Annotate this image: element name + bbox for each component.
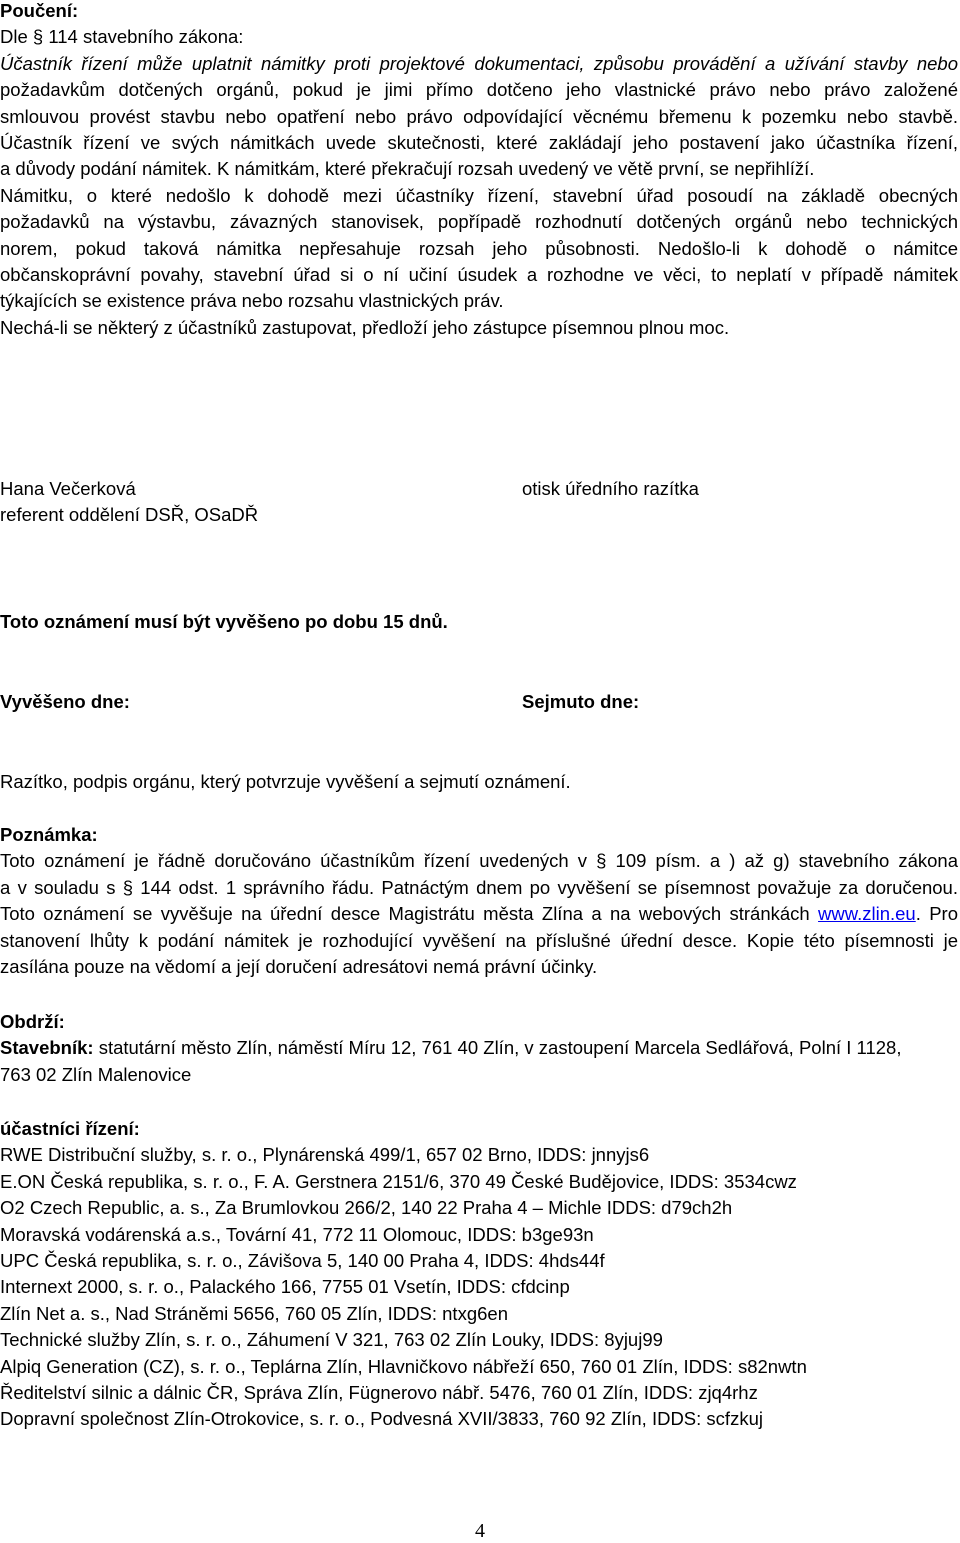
participant-item: Ředitelství silnic a dálnic ČR, Správa Zlín, Fügnerovo nábř. 5476, 760 01 Zlín, IDDS: zjq4rhz — [0, 1382, 758, 1404]
pouceni-line: požadavků na výstavbu, závazných stanovisek, popřípadě rozhodnutí dotčených orgánů nebo technických — [0, 211, 958, 233]
signer-role: referent oddělení DSŘ, OSaDŘ — [0, 504, 259, 526]
pouceni-line: Dle § 114 stavebního zákona: — [0, 26, 244, 48]
pouceni-line: občanskoprávní povahy, stavební úřad si o ní učiní úsudek a rozhodne ve věci, to neplatí v případě námitek — [0, 264, 958, 286]
participant-item: Dopravní společnost Zlín-Otrokovice, s. r. o., Podvesná XVII/3833, 760 92 Zlín, IDDS: scfzkuj — [0, 1408, 763, 1430]
participant-item: O2 Czech Republic, a. s., Za Brumlovkou 266/2, 140 22 Praha 4 – Michle IDDS: d79ch2h — [0, 1197, 733, 1219]
pouceni-line: týkajících se existence práva nebo rozsahu vlastnických práv. — [0, 290, 504, 312]
poznamka-line: a v souladu s § 144 odst. 1 správního řádu. Patnáctým dnem po vyvěšení se písemnost považuje za doručenou. — [0, 876, 958, 898]
poznamka-line: Toto oznámení se vyvěšuje na úřední desce Magistrátu města Zlína a na webových stránkách www.zlin.eu. Pro — [0, 903, 958, 925]
page-number: 4 — [475, 1520, 485, 1542]
pouceni-line: smlouvou provést stavbu nebo opatření nebo právo odpovídající věcnému břemenu k pozemku nebo stavbě. — [0, 105, 958, 127]
stamp-label: otisk úředního razítka — [522, 478, 699, 499]
participant-item: Technické služby Zlín, s. r. o., Záhumení V 321, 763 02 Zlín Louky, IDDS: 8yjuj99 — [0, 1329, 663, 1351]
pouceni-line: a důvody podání námitek. K námitkám, které překračují rozsah uvedený ve větě první, se nepřihlíží. — [0, 158, 815, 180]
stamp-note: Razítko, podpis orgánu, který potvrzuje vyvěšení a sejmutí oznámení. — [0, 771, 571, 792]
participant-item: Moravská vodárenská a.s., Tovární 41, 772 11 Olomouc, IDDS: b3ge93n — [0, 1223, 594, 1245]
pouceni-line: požadavkům dotčených orgánů, pokud je jimi přímo dotčeno jeho vlastnické právo nebo právo založené — [0, 79, 958, 101]
removed-date-label: Sejmuto dne: — [522, 691, 640, 712]
participant-item: Internext 2000, s. r. o., Palackého 166, 7755 01 Vsetín, IDDS: cfdcinp — [0, 1276, 570, 1298]
ucastnici-section — [0, 1116, 958, 1433]
ucastnici-heading: účastníci řízení: — [0, 1118, 140, 1139]
posted-date-label: Vyvěšeno dne: — [0, 691, 130, 712]
participant-item: Zlín Net a. s., Nad Stráněmi 5656, 760 05 Zlín, IDDS: ntxg6en — [0, 1302, 508, 1324]
obdrzi-section — [0, 1009, 958, 1088]
poznamka-line: stanovení lhůty k podání námitek je rozhodující vyvěšení na příslušné úřední desce. Kopie této písemnosti je — [0, 929, 958, 951]
stavebnik-label: Stavebník: — [0, 1037, 94, 1059]
poznamka-section — [0, 822, 958, 980]
stamp-placeholder — [522, 476, 952, 502]
pouceni-line: Účastník řízení může uplatnit námitky proti projektové dokumentaci, způsobu provádění a užívání stavby nebo — [0, 52, 958, 74]
pouceni-section — [0, 0, 958, 341]
zlin-website-link[interactable]: www.zlin.eu — [818, 903, 916, 925]
obdrzi-heading: Obdrží: — [0, 1011, 65, 1032]
pouceni-line: norem, pokud taková námitka nepřesahuje rozsah jeho působnosti. Nedošlo-li k dohodě o námitce — [0, 237, 958, 259]
participant-item: UPC Česká republika, s. r. o., Závišova 5, 140 00 Praha 4, IDDS: 4hds44f — [0, 1250, 605, 1272]
pouceni-line: Účastník řízení ve svých námitkách uvede skutečnosti, které zakládají jeho postavení jako účastníka řízení, — [0, 132, 958, 154]
participant-item: RWE Distribuční služby, s. r. o., Plynárenská 499/1, 657 02 Brno, IDDS: jnnyjs6 — [0, 1144, 650, 1166]
poznamka-heading: Poznámka: — [0, 824, 98, 845]
pouceni-line: Nechá-li se některý z účastníků zastupovat, předloží jeho zástupce písemnou plnou moc. — [0, 316, 730, 338]
posting-notice: Toto oznámení musí být vyvěšeno po dobu 15 dnů. — [0, 611, 448, 632]
participant-item: Alpiq Generation (CZ), s. r. o., Teplárna Zlín, Hlavničkovo nábřeží 650, 760 01 Zlín, IDDS: s82nwtn — [0, 1355, 807, 1377]
participant-item: E.ON Česká republika, s. r. o., F. A. Gerstnera 2151/6, 370 49 České Budějovice, IDDS: 3534cwz — [0, 1170, 797, 1192]
pouceni-line: Námitku, o které nedošlo k dohodě mezi účastníky řízení, stavební úřad posoudí na základě obecných — [0, 184, 958, 206]
signature-block — [0, 476, 500, 529]
poznamka-line: zasílána pouze na vědomí a její doručení adresátovi nemá právní účinky. — [0, 956, 598, 978]
pouceni-heading: Poučení: — [0, 0, 79, 21]
poznamka-line: Toto oznámení je řádně doručováno účastníkům řízení uvedených v § 109 písm. a ) až g) stavebního zákona — [0, 850, 958, 872]
stavebnik-line: 763 02 Zlín Malenovice — [0, 1063, 192, 1085]
signer-name: Hana Večerková — [0, 478, 136, 499]
stavebnik-line: Stavebník: statutární město Zlín, náměstí Míru 12, 761 40 Zlín, v zastoupení Marcela Sedlářová, Polní I 1128, — [0, 1037, 902, 1059]
